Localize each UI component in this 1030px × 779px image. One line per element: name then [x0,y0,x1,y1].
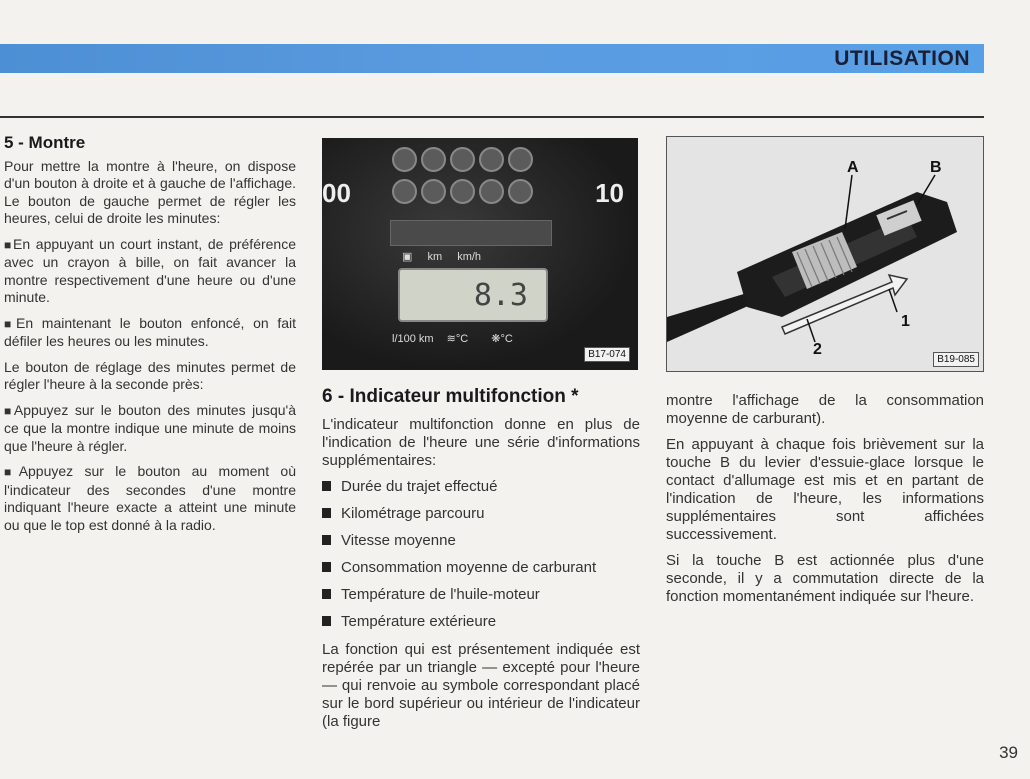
display-bottom-labels [392,332,533,345]
label-a: A [847,159,859,176]
gauge-right-number: 10 [595,178,624,208]
display-top-labels [402,250,493,263]
display-bar [390,220,552,246]
label-1: 1 [901,313,910,330]
section5-bullet-4 [4,463,296,534]
col3-paragraph-2: En appuyant à chaque fois brièvement sur la touche B du levier d'essuie-glace lorsque le contact d'allumage est mis et en partant de l'indication de l'heure, les informations supplémentaires sont affichées successivement. [666,436,984,543]
oil-temp-unit: °C [455,333,469,345]
header-band [0,44,984,73]
dashboard-figure [322,138,638,370]
section5-bullet-1 [4,236,296,307]
warning-light-icon [508,147,533,172]
list-item [322,559,640,577]
section6-heading: 6 - Indicateur multifonction * [322,386,579,407]
warning-light-icon [392,179,417,204]
bullet-icon [322,589,331,599]
oil-temp-icon: ≋°C [446,333,469,345]
function-list [322,478,640,631]
bullet-icon [322,508,331,518]
warning-light-icon [479,179,504,204]
list-item-label: Durée du trajet effectué [341,478,498,495]
ext-temp-unit: °C [500,333,513,345]
section5-bullet-2 [4,315,296,351]
clock-icon: ▣ [402,251,413,263]
bullet-text: En appuyant un court instant, de préférence avec un crayon à bille, on fait avancer la montre respectivement d'une heure ou d'une minute. [4,235,297,305]
bullet-icon [322,616,331,626]
list-item [322,586,640,604]
bullet-icon [322,535,331,545]
warning-lights [390,146,550,210]
section5-bullet-3 [4,402,296,456]
col3-paragraph-1: montre l'affichage de la consommation moyenne de carburant). [666,392,984,427]
page-number: 39 [999,743,1018,762]
warning-light-icon [508,179,533,204]
warning-light-icon [421,179,446,204]
label-kmh: km/h [457,251,482,263]
warning-light-icon [450,179,475,204]
list-item-label: Kilométrage parcouru [341,505,485,522]
ext-temp-icon: ❋°C [491,333,513,345]
list-item-label: Consommation moyenne de carburant [341,559,597,576]
label-2: 2 [813,341,822,358]
list-item-label: Température de l'huile-moteur [341,586,540,603]
lcd-display [398,268,548,322]
section5-heading: 5 - Montre [4,133,86,152]
list-item-label: Vitesse moyenne [341,532,456,549]
warning-light-icon [392,147,417,172]
figure-code: B19-085 [933,352,979,367]
label-l100: l/100 km [392,333,434,345]
column-middle [322,388,640,739]
list-item-label: Température extérieure [341,613,497,630]
bullet-text: En maintenant le bouton enfoncé, on fait défiler les heures ou les minutes. [4,314,297,349]
gauge-left-number: 00 [322,178,351,208]
list-item [322,478,640,496]
section5-paragraph-2: Le bouton de réglage des minutes permet de régler l'heure à la seconde près: [4,358,296,392]
divider-rule [0,116,984,118]
section6-intro: L'indicateur multifonction donne en plus de l'indication de l'heure une série d'informations supplémentaires: [322,416,640,469]
warning-light-icon [450,147,475,172]
label-km: km [427,251,443,263]
warning-light-icon [479,147,504,172]
list-item [322,532,640,550]
bullet-icon [322,562,331,572]
bullet-text: Appuyez sur le bouton au moment où l'indicateur des secondes d'une montre indiquant l'heure exacte a atteint une minute ou que le top est donné à la radio. [4,463,297,533]
column-left [4,134,296,542]
section6-closing: La fonction qui est présentement indiquée est repérée par un triangle — excepté pour l'heure — qui renvoie au symbole correspondant placé sur le bord supérieur ou intérieur de l'indicateur (la figure [322,641,640,730]
warning-light-icon [421,147,446,172]
bullet-icon [322,481,331,491]
lcd-value: 8.3 [473,278,528,313]
section5-paragraph-1: Pour mettre la montre à l'heure, on dispose d'un bouton à droite et à gauche de l'affichage. Le bouton de gauche permet de régler les heures, celui de droite les minutes: [4,157,296,226]
wiper-lever-figure [666,136,984,372]
bullet-text: Appuyez sur le bouton des minutes jusqu'à ce que la montre indique une minute de moins que l'heure à régler. [4,401,296,454]
col3-paragraph-3: Si la touche B est actionnée plus d'une seconde, il y a commutation directe de la fonction momentanément indiquée sur l'heure. [666,552,984,605]
figure-code: B17-074 [584,347,630,362]
list-item [322,613,640,631]
label-b: B [930,159,942,176]
section-title: UTILISATION [834,47,970,70]
column-right [666,392,984,614]
list-item [322,505,640,523]
